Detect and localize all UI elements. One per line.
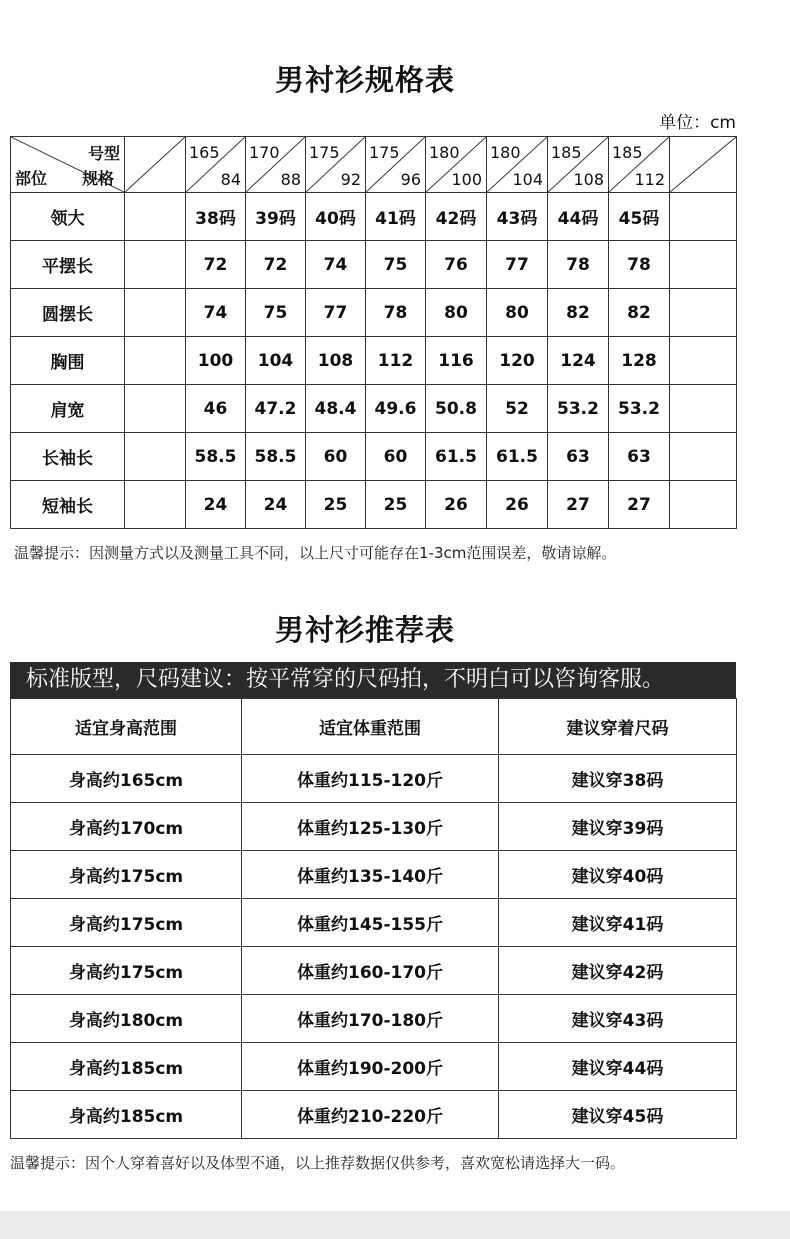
recommend-cell: 体重约160-170斤 (242, 947, 499, 995)
spec-value-cell: 27 (548, 481, 609, 529)
recommend-header-cell: 适宜体重范围 (242, 699, 499, 755)
spec-empty-cell (670, 385, 737, 433)
spec-value-cell: 25 (366, 481, 426, 529)
size-recommend-table (10, 698, 737, 1139)
header-corner-cell (11, 137, 125, 193)
spec-value-cell: 25 (306, 481, 366, 529)
spec-empty-cell (670, 481, 737, 529)
spec-header-row (11, 137, 737, 193)
spec-value-cell: 104 (246, 337, 306, 385)
size-height: 185 (551, 143, 582, 162)
recommend-cell: 身高约185cm (11, 1043, 242, 1091)
spec-value-cell: 47.2 (246, 385, 306, 433)
spec-row-label: 圆摆长 (11, 289, 125, 337)
recommend-cell: 建议穿41码 (499, 899, 737, 947)
spec-value-cell: 44码 (548, 193, 609, 241)
spec-value-cell: 78 (548, 241, 609, 289)
spec-value-cell: 112 (366, 337, 426, 385)
spec-value-cell: 39码 (246, 193, 306, 241)
recommend-row (11, 1091, 737, 1139)
spec-empty-cell (125, 385, 186, 433)
spec-row (11, 289, 737, 337)
spec-empty-cell (125, 433, 186, 481)
header-corner-spec: 规格 (81, 169, 114, 188)
size-header-cell (548, 137, 609, 193)
recommend-cell: 身高约180cm (11, 995, 242, 1043)
size-chest: 104 (512, 170, 543, 189)
recommend-row (11, 899, 737, 947)
recommend-row (11, 995, 737, 1043)
size-chest: 92 (340, 170, 361, 189)
spec-row-label: 肩宽 (11, 385, 125, 433)
spec-value-cell: 100 (186, 337, 246, 385)
size-header-cell (487, 137, 548, 193)
recommend-cell: 身高约175cm (11, 851, 242, 899)
recommend-note: 温馨提示：因个人穿着喜好以及体型不通，以上推荐数据仅供参考，喜欢宽松请选择大一码。 (10, 1154, 626, 1172)
size-chest: 100 (451, 170, 482, 189)
size-header-cell (609, 137, 670, 193)
recommend-banner: 标准版型，尺码建议：按平常穿的尺码拍，不明白可以咨询客服。 (10, 662, 736, 698)
spec-value-cell: 50.8 (426, 385, 487, 433)
spec-value-cell: 76 (426, 241, 487, 289)
spec-note: 温馨提示：因测量方式以及测量工具不同，以上尺寸可能存在1-3cm范围误差，敬请谅解。 (14, 544, 617, 562)
recommend-cell: 身高约165cm (11, 755, 242, 803)
spec-value-cell: 80 (487, 289, 548, 337)
size-header-cell (426, 137, 487, 193)
spec-empty-cell (125, 289, 186, 337)
recommend-row (11, 803, 737, 851)
spec-empty-cell (670, 337, 737, 385)
spec-row (11, 385, 737, 433)
recommend-header-row (11, 699, 737, 755)
spec-value-cell: 74 (186, 289, 246, 337)
recommend-cell: 体重约210-220斤 (242, 1091, 499, 1139)
size-chest: 96 (400, 170, 421, 189)
recommend-cell: 身高约175cm (11, 899, 242, 947)
spec-value-cell: 78 (366, 289, 426, 337)
spec-value-cell: 58.5 (246, 433, 306, 481)
size-header-cell (306, 137, 366, 193)
size-height: 180 (490, 143, 521, 162)
spec-value-cell: 75 (366, 241, 426, 289)
size-header-cell (186, 137, 246, 193)
empty-header-cell (670, 137, 737, 193)
recommend-cell: 体重约145-155斤 (242, 899, 499, 947)
spec-value-cell: 27 (609, 481, 670, 529)
recommend-cell: 身高约170cm (11, 803, 242, 851)
spec-value-cell: 63 (548, 433, 609, 481)
recommend-cell: 建议穿43码 (499, 995, 737, 1043)
spec-empty-cell (670, 289, 737, 337)
spec-empty-cell (670, 241, 737, 289)
spec-value-cell: 48.4 (306, 385, 366, 433)
recommend-row (11, 947, 737, 995)
spec-value-cell: 72 (186, 241, 246, 289)
recommend-row (11, 851, 737, 899)
spec-row (11, 337, 737, 385)
recommend-row (11, 755, 737, 803)
spec-row (11, 433, 737, 481)
size-chest: 88 (280, 170, 301, 189)
spec-value-cell: 63 (609, 433, 670, 481)
spec-empty-cell (125, 241, 186, 289)
spec-value-cell: 78 (609, 241, 670, 289)
spec-value-cell: 61.5 (487, 433, 548, 481)
spec-value-cell: 58.5 (186, 433, 246, 481)
recommend-row (11, 1043, 737, 1091)
spec-value-cell: 41码 (366, 193, 426, 241)
spec-row (11, 193, 737, 241)
spec-value-cell: 74 (306, 241, 366, 289)
recommend-cell: 体重约125-130斤 (242, 803, 499, 851)
size-chest: 112 (634, 170, 665, 189)
recommend-cell: 体重约170-180斤 (242, 995, 499, 1043)
spec-value-cell: 128 (609, 337, 670, 385)
spec-row-label: 长袖长 (11, 433, 125, 481)
spec-value-cell: 49.6 (366, 385, 426, 433)
spec-value-cell: 77 (306, 289, 366, 337)
header-corner-part: 部位 (15, 169, 48, 188)
spec-value-cell: 40码 (306, 193, 366, 241)
spec-value-cell: 53.2 (548, 385, 609, 433)
recommend-cell: 建议穿45码 (499, 1091, 737, 1139)
spec-value-cell: 26 (426, 481, 487, 529)
spec-value-cell: 124 (548, 337, 609, 385)
spec-value-cell: 116 (426, 337, 487, 385)
spec-value-cell: 75 (246, 289, 306, 337)
header-corner-type: 号型 (87, 144, 120, 163)
size-height: 170 (249, 143, 280, 162)
spec-value-cell: 120 (487, 337, 548, 385)
spec-value-cell: 53.2 (609, 385, 670, 433)
size-chest: 84 (220, 170, 241, 189)
spec-value-cell: 46 (186, 385, 246, 433)
size-height: 175 (369, 143, 400, 162)
spec-value-cell: 26 (487, 481, 548, 529)
recommend-cell: 建议穿40码 (499, 851, 737, 899)
spec-value-cell: 24 (246, 481, 306, 529)
spec-row (11, 481, 737, 529)
recommend-cell: 建议穿39码 (499, 803, 737, 851)
spec-row-label: 领大 (11, 193, 125, 241)
spec-value-cell: 42码 (426, 193, 487, 241)
size-height: 180 (429, 143, 460, 162)
spec-table-title: 男衬衫规格表 (274, 63, 455, 97)
recommend-cell: 体重约115-120斤 (242, 755, 499, 803)
spec-value-cell: 80 (426, 289, 487, 337)
recommend-table-title: 男衬衫推荐表 (274, 613, 455, 647)
footer-bar (0, 1211, 790, 1239)
unit-label: 单位：cm (659, 113, 736, 133)
size-height: 185 (612, 143, 643, 162)
spec-empty-cell (670, 433, 737, 481)
spec-value-cell: 82 (609, 289, 670, 337)
spec-value-cell: 24 (186, 481, 246, 529)
recommend-cell: 身高约185cm (11, 1091, 242, 1139)
spec-value-cell: 77 (487, 241, 548, 289)
recommend-cell: 体重约135-140斤 (242, 851, 499, 899)
recommend-cell: 身高约175cm (11, 947, 242, 995)
spec-row-label: 平摆长 (11, 241, 125, 289)
spec-value-cell: 43码 (487, 193, 548, 241)
recommend-cell: 建议穿38码 (499, 755, 737, 803)
spec-value-cell: 61.5 (426, 433, 487, 481)
recommend-cell: 建议穿42码 (499, 947, 737, 995)
size-header-cell (246, 137, 306, 193)
spec-empty-cell (125, 193, 186, 241)
spec-value-cell: 52 (487, 385, 548, 433)
size-height: 165 (189, 143, 220, 162)
size-chest: 108 (573, 170, 604, 189)
recommend-header-cell: 适宜身高范围 (11, 699, 242, 755)
recommend-header-cell: 建议穿着尺码 (499, 699, 737, 755)
spec-value-cell: 38码 (186, 193, 246, 241)
spec-row (11, 241, 737, 289)
spec-value-cell: 60 (366, 433, 426, 481)
spec-empty-cell (670, 193, 737, 241)
spec-value-cell: 82 (548, 289, 609, 337)
spec-value-cell: 108 (306, 337, 366, 385)
size-spec-table (10, 136, 737, 529)
spec-empty-cell (125, 337, 186, 385)
size-header-cell (366, 137, 426, 193)
recommend-cell: 建议穿44码 (499, 1043, 737, 1091)
spec-row-label: 胸围 (11, 337, 125, 385)
spec-empty-cell (125, 481, 186, 529)
recommend-cell: 体重约190-200斤 (242, 1043, 499, 1091)
spec-value-cell: 72 (246, 241, 306, 289)
empty-header-cell (125, 137, 186, 193)
spec-value-cell: 45码 (609, 193, 670, 241)
spec-row-label: 短袖长 (11, 481, 125, 529)
spec-value-cell: 60 (306, 433, 366, 481)
size-height: 175 (309, 143, 340, 162)
